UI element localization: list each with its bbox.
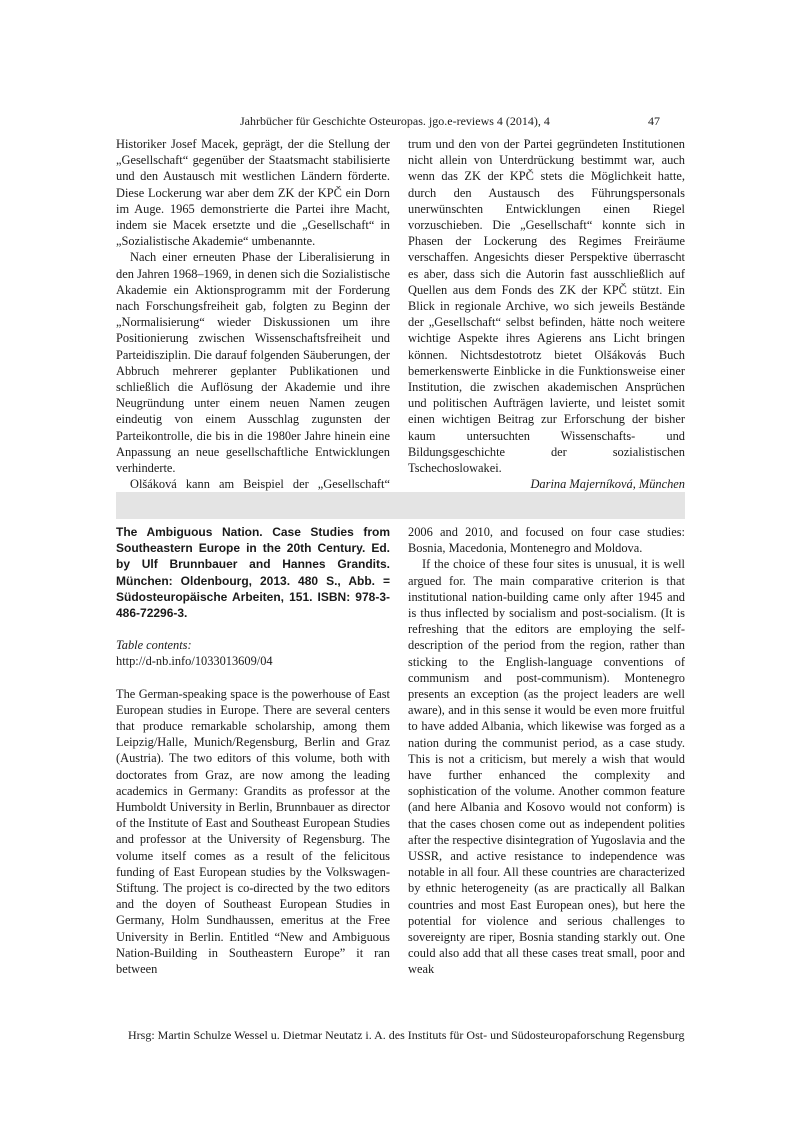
review-2-paragraph: The German-speaking space is the powerhouse of East European studies in Europe. There are several centers that produce remarkable scholarship, among them Leipzig/Halle, Munich/Regensburg, Berlin and Graz (Austria). The two editors of this volume, both with doctorates from Graz, are now among the leading academics in Germany: Grandits as professor at the Humboldt University in Berlin, Brunnbauer as director of the Institute of East and Southeast European Studies and professor at the University of Regensburg. The volume itself comes as a result of the felicitous funding of East European studies by the Volkswagen-Stiftung. The project is co-directed by the two editors and the doyen of Southeast European Studies in Germany, Holm Sundhaussen, emeritus at the Free University in Berlin. Entitled “New and Ambiguous Nation-Building in Southeastern Europe” it ran between <box>116 686 390 977</box>
review-2-paragraph: 2006 and 2010, and focused on four case studies: Bosnia, Macedonia, Montenegro and Moldova. <box>408 525 685 556</box>
review-2-column-right <box>408 524 685 978</box>
review-1-column-left <box>116 136 390 509</box>
review-1-column-right <box>408 136 685 492</box>
review-1-paragraph: trum und den von der Partei gegründeten Institutionen nicht allein von Unterdrückung bestimmt war, auch wenn das ZK der KPČ stets die Möglichkeit hatte, durch den Austausch des Führungspersonals unerwünschten Entwicklungen einen Riegel vorzuschieben. Die „Gesellschaft“ konnte sich in Phasen der Lockerung des Regimes Freiräume verschaffen. Angesichts dieser Perspektive überrascht es aber, dass sich die Autorin fast ausschließlich auf Quellen aus dem Fonds des ZK der KPČ stützt. Ein Blick in regionale Archive, wo sich jeweils Bestände der „Gesellschaft“ selbst befinden, hätte noch weitere wichtige Aspekte ihres Agierens ans Licht bringen können. Nichtsdestotrotz bietet Olšákovás Buch bemerkenswerte Einblicke in die Funktionsweise einer Institution, die zwischen akademischen Ansprüchen und politischen Aufträgen lavierte, und leistet somit einen wichtigen Beitrag zur Erforschung der bisher kaum untersuchten Wissenschafts- und Bildungsgeschichte der sozialistischen Tschechoslowakei. <box>408 137 685 476</box>
review-2-column-left <box>116 524 390 977</box>
page-number: 47 <box>648 114 660 128</box>
table-contents-label: Table contents: <box>116 638 192 653</box>
page-footer: Hrsg: Martin Schulze Wessel u. Dietmar Neutatz i. A. des Instituts für Ost- und Südosteuropaforschung Regensburg <box>128 1028 685 1042</box>
review-1-paragraph: Nach einer erneuten Phase der Liberalisierung in den Jahren 1968–1969, in denen sich die Sozialistische Akademie ein Aktionsprogramm mit der Forderung nach Forschungsfreiheit gab, folgten zu Beginn der „Normalisierung“ wieder Diskussionen um ihre Positionierung zwischen Wissenschaftsfreiheit und Parteidisziplin. Die darauf folgenden Säuberungen, der Abbruch mehrerer geplanter Publikationen und schließlich die Auflösung der Akademie und ihre Neugründung unter einem neuen Namen zeugen eindeutig von einem Ausschlag zugunsten der Parteikontrolle, die bis in die 1980er Jahre hinein eine Anpassung an neue gesellschaftliche Entwicklungen verhinderte. <box>116 250 390 476</box>
reviewer-signature: Darina Majerníková, München <box>530 477 685 492</box>
review-1-paragraph: Historiker Josef Macek, geprägt, der die Stellung der „Gesellschaft“ gegenüber der Staatsmacht stabilisierte und den Austausch mit westlichen Ländern förderte. Diese Lockerung war aber dem ZK der KPČ ein Dorn im Auge. 1965 demonstrierte die Partei ihre Macht, indem sie Macek ersetzte und die „Gesellschaft“ in „Sozialistische Akademie“ umbenannte. <box>116 137 390 249</box>
review-2-title: The Ambiguous Nation. Case Studies from Southeastern Europe in the 20th Century. Ed. by Ulf Brunnbauer and Hannes Grandits. München: Oldenbourg, 2013. 480 S., Abb. = Südosteuropäische Arbeiten, 151. ISBN: 978-3-486-72296-3. <box>116 525 390 621</box>
review-2-paragraph: If the choice of these four sites is unusual, it is well argued for. The main comparative criterion is that institutional nation-building came only after 1945 and is thus inflected by socialism and post-socialism. (It is refreshing that the editors are employing the self-description of the period from the region, rather than sticking to the English-language conventions of communism and post-communism). Montenegro presents an exception (as the project leaders are well aware), and in this sense it would be even more fruitful to have added Albania, which likewise was forged as a nation during the communist period, as a case study. This is not a criticism, but merely a wish that would have further enhanced the complexity and sophistication of the volume. Another common feature (and here Albania and Kosovo would not conform) is that the cases chosen come out as independent polities after the respective disintegration of Yugoslavia and the USSR, and active resistance to independence was notable in all four. All these countries are characterized by ethnic heterogeneity (as are practically all Balkan countries and most East European ones), but here the potential for violence and serious challenges to sovereignty are riper, Bosnia standing starkly out. One could also add that all these cases treat small, poor and weak <box>408 557 685 977</box>
journal-title: Jahrbücher für Geschichte Osteuropas. jgo.e-reviews 4 (2014), 4 <box>240 114 550 128</box>
review-separator-band <box>116 492 685 519</box>
table-contents-link[interactable]: http://d-nb.info/1033013609/04 <box>116 654 273 669</box>
review-1-paragraph: Olšáková kann am Beispiel der „Gesellschaft“ <box>130 477 390 492</box>
spacer <box>116 670 390 686</box>
